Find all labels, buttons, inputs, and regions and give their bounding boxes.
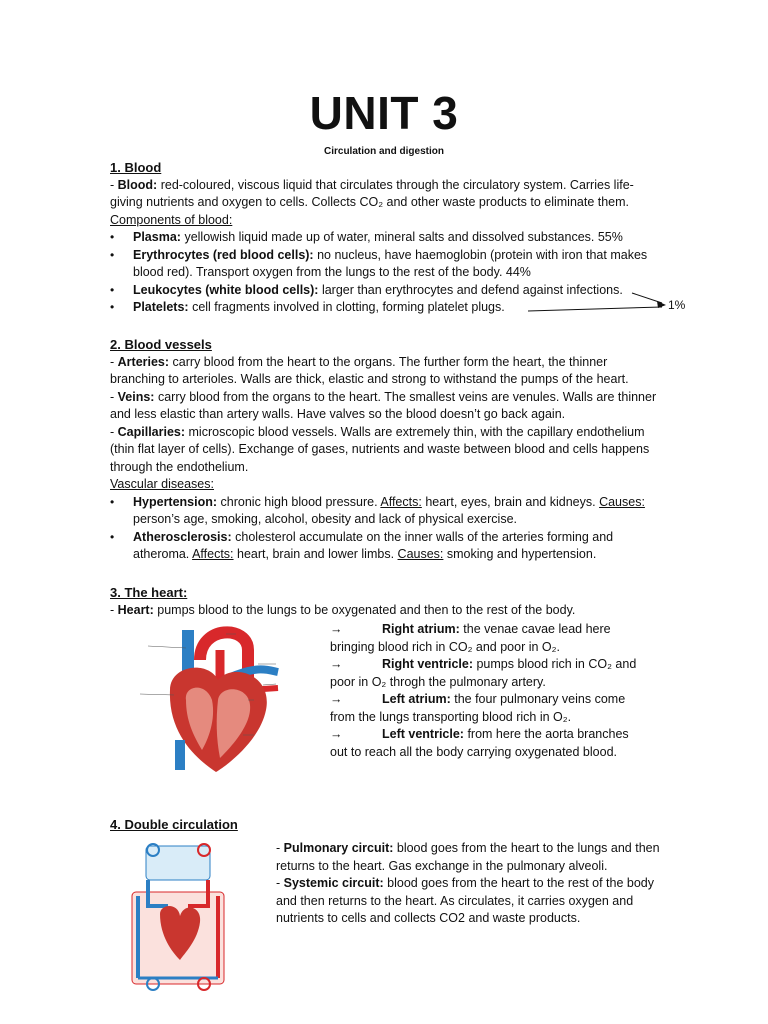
arrow-icon: → [330,657,343,671]
item-text: cholesterol accumulate on the inner walls of the arteries forming and atheroma. [133,529,614,561]
item-text-cont: poor in O₂ throgh the pulmonary artery. [330,674,546,689]
section-double-circulation [110,816,238,834]
item-text: larger than erythrocytes and defend against infections. [321,282,623,297]
heart-chambers [330,621,660,761]
double-circulation-diagram [108,836,248,994]
veins-paragraph: - Veins: carry blood from the organs to the heart. The smallest veins are venules. Walls are thinner and less elastic than artery walls. Have valves so the blood doesn’t go back again. [110,389,657,421]
term: Right ventricle: [382,657,473,671]
list-item [110,494,661,529]
diseases-label: Vascular diseases: [110,477,214,491]
causes-text: person’s age, smoking, alcohol, obesity and lack of physical exercise. [133,512,518,526]
term: Arteries: [117,354,170,369]
list-item [110,247,661,282]
item-text: cell fragments involved in clotting, forming platelet plugs. [192,300,505,314]
causes-label: Causes: [599,494,645,509]
circulation-text [276,840,666,928]
definition-text: blood goes from the heart to the rest of the body and then returns to the heart. As circulates, it carries oxygen and nutrients to cells and collects CO2 and waste products. [276,876,655,925]
section-heading: 2. Blood vessels [110,337,212,352]
pulmonary-paragraph: - Pulmonary circuit: blood goes from the heart to the lungs and then returns to the heart. Gas exchange in the pulmonary alveoli. [276,841,660,873]
affects-text: heart, eyes, brain and kidneys. [425,494,596,509]
definition-text: carry blood from the organs to the heart. The smallest veins are venules. Walls are thinner and less elastic than artery walls. Have valves so the blood doesn’t go back again. [110,389,657,421]
arrow-icon: → [330,727,343,741]
page-subtitle: Circulation and digestion [323,146,444,157]
affects-label: Affects: [192,547,234,561]
term: Left ventricle: [382,727,464,741]
item-text: chronic high blood pressure. [220,494,378,509]
term: Heart: [117,602,154,617]
blood-definition: - Blood: red-coloured, viscous liquid that circulates through the circulatory system. Carries life-giving nutrients and oxygen to cells. Collects CO₂ and other waste products to eliminate them. [110,177,634,209]
section-blood-vessels [110,336,661,564]
term: Erythrocytes (red blood cells): [133,247,314,262]
term: Plasma: [133,230,181,244]
affects-text: heart, brain and lower limbs. [237,547,395,561]
chamber-row [330,726,660,744]
term: Pulmonary circuit: [283,841,394,855]
section-heading: 4. Double circulation [110,817,238,832]
causes-label: Causes: [397,547,444,561]
definition-text: microscopic blood vessels. Walls are extremely thin, with the capillary endothelium (thin flat layer of cells). Exchange of gases, nutrients and waste between blood and cells happens through the endothelium. [110,424,650,474]
percent-arrows [520,288,670,318]
item-text: the venae cavae lead here [463,622,611,636]
causes-text: smoking and hypertension. [446,547,597,561]
term: Platelets: [133,300,189,314]
list-item [110,229,661,247]
section-heading: 1. Blood [110,160,162,175]
item-text: pumps blood rich in CO₂ and [476,657,637,671]
chamber-row [330,621,660,639]
term: Left atrium: [382,692,451,706]
arteries-paragraph: - Arteries: carry blood from the heart to the organs. The further form the heart, the thinner branching to arterioles. Walls are thick, elastic and strong to withstand the pumps of the heart. [110,354,629,386]
diseases-list [110,494,661,564]
definition-text: red-coloured, viscous liquid that circulates through the circulatory system. Carries life-giving nutrients and oxygen to cells. Collects CO₂ and other waste products to eliminate them. [110,177,634,209]
term: Hypertension: [133,494,218,509]
list-item [110,529,661,564]
definition-text: carry blood from the heart to the organs. The further form the heart, the thinner branching to arterioles. Walls are thick, elastic and strong to withstand the pumps of the heart. [110,354,629,386]
heart-diagram [108,620,318,780]
item-text: yellowish liquid made up of water, mineral salts and dissolved substances. 55% [184,230,623,244]
components-label: Components of blood: [110,212,233,227]
section-heart [110,584,660,619]
arrow-icon: → [330,622,343,636]
arrow-icon: → [330,692,343,706]
item-text-cont: from the lungs transporting blood rich in O₂. [330,709,572,724]
item-text-cont: bringing blood rich in CO₂ and poor in O₂. [330,639,560,654]
heart-definition: - Heart: pumps blood to the lungs to be oxygenated and then to the rest of the body. [110,602,576,617]
section-heading: 3. The heart: [110,585,188,600]
term: Leukocytes (white blood cells): [133,282,319,297]
affects-label: Affects: [380,494,422,509]
term: Right atrium: [382,622,460,636]
term: Capillaries: [117,424,186,439]
definition-text: blood goes from the heart to the lungs and then returns to the heart. Gas exchange in the pulmonary alveoli. [276,841,660,873]
definition-text: pumps blood to the lungs to be oxygenated and then to the rest of the body. [157,602,576,617]
term: Veins: [117,389,155,404]
term: Systemic circuit: [283,876,384,890]
item-text: from here the aorta branches [467,727,629,741]
term: Blood: [117,177,158,192]
item-text: no nucleus, have haemoglobin (protein with iron that makes blood red). Transport oxygen from the lungs to the rest of the body. 44% [133,247,648,279]
page-title: UNIT 3 [309,87,459,139]
item-text-cont: out to reach all the body carrying oxygenated blood. [330,744,617,759]
chamber-row [330,691,660,709]
term: Atherosclerosis: [133,529,232,544]
percent-note: 1% [668,298,686,312]
item-text: the four pulmonary veins come [454,692,626,706]
chamber-row [330,656,660,674]
systemic-paragraph: - Systemic circuit: blood goes from the heart to the rest of the body and then returns to the heart. As circulates, it carries oxygen and nutrients to cells and collects CO2 and waste products. [276,876,655,925]
capillaries-paragraph: - Capillaries: microscopic blood vessels. Walls are extremely thin, with the capillary endothelium (thin flat layer of cells). Exchange of gases, nutrients and waste between blood and cells happens through the endothelium. [110,424,650,474]
